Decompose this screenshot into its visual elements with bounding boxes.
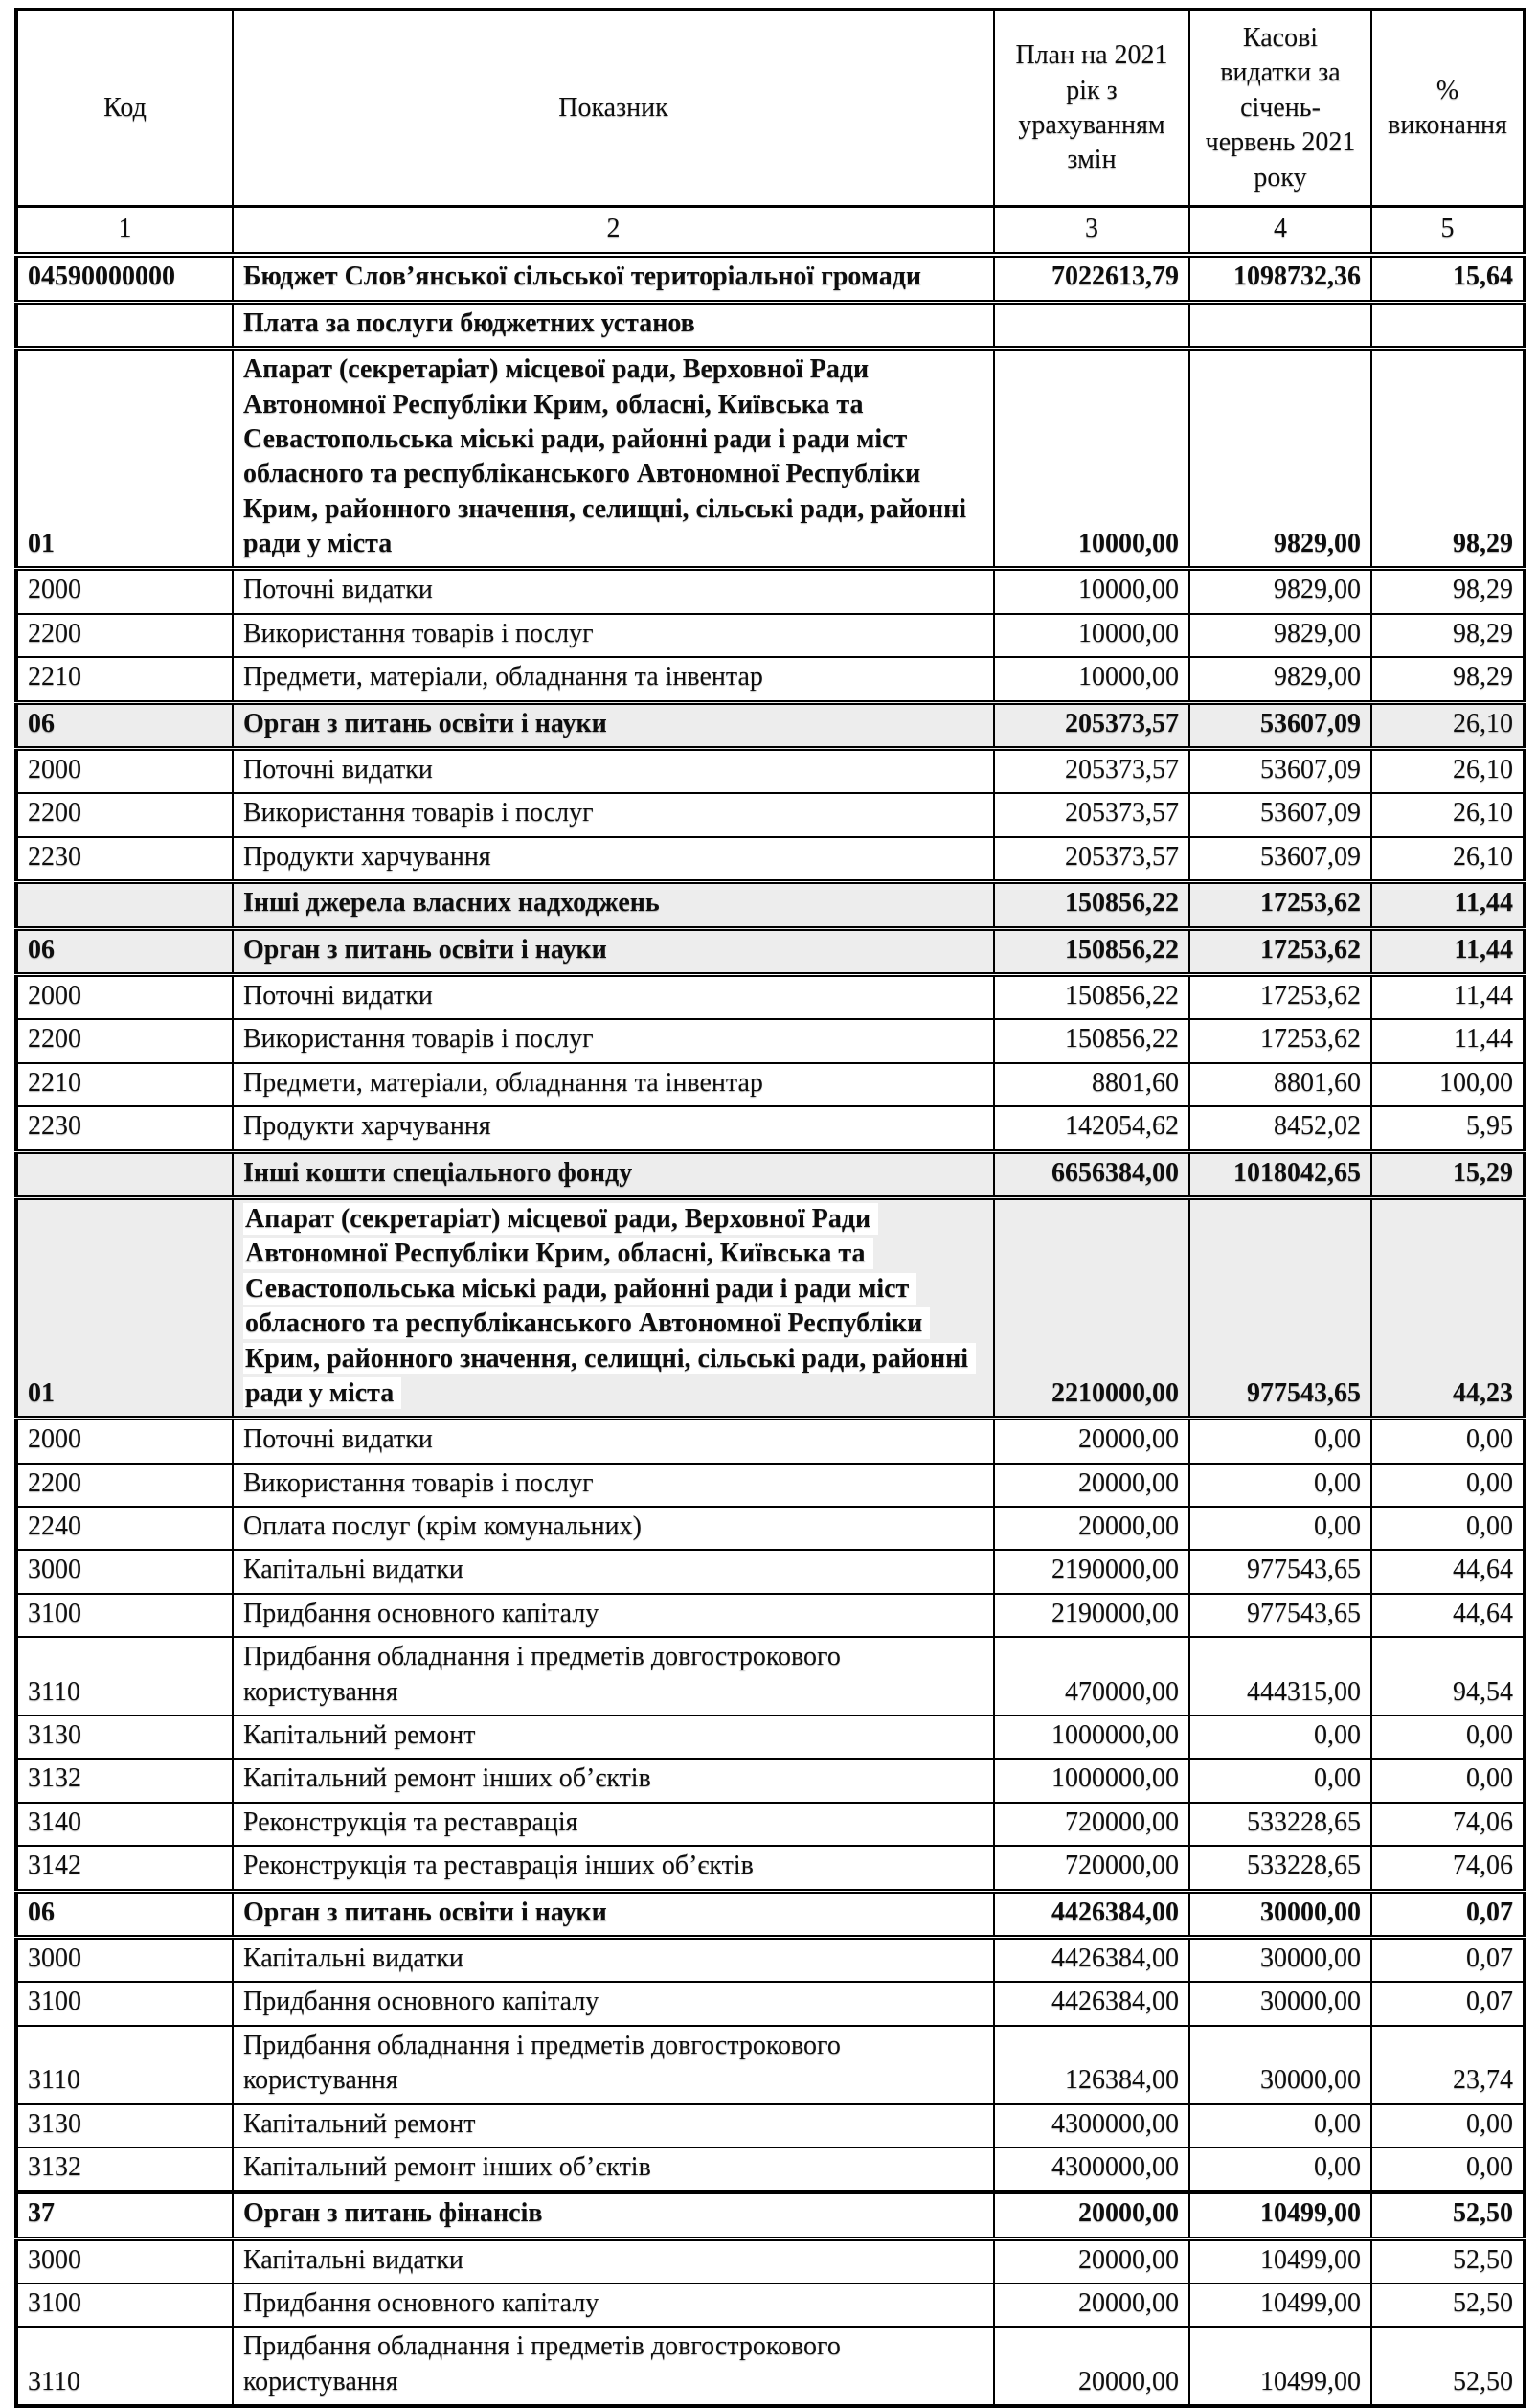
cell-cash: 10499,00 bbox=[1189, 2283, 1371, 2327]
cell-cash: 30000,00 bbox=[1189, 1891, 1371, 1937]
cell-indicator: Орган з питань освіти і науки bbox=[233, 1891, 994, 1937]
cell-percent: 52,50 bbox=[1371, 2192, 1525, 2238]
cell-percent: 26,10 bbox=[1371, 793, 1525, 836]
cell-indicator: Капітальний ремонт інших об’єктів bbox=[233, 1759, 994, 1802]
cell-code: 3000 bbox=[16, 1550, 233, 1593]
cell-plan: 470000,00 bbox=[994, 1637, 1189, 1715]
cell-indicator: Капітальний ремонт bbox=[233, 2104, 994, 2147]
table-row bbox=[16, 749, 1525, 794]
cell-cash: 17253,62 bbox=[1189, 928, 1371, 974]
cell-indicator: Придбання обладнання і предметів довгострокового користування bbox=[233, 1637, 994, 1715]
cell-plan: 150856,22 bbox=[994, 1019, 1189, 1062]
cell-indicator: Придбання основного капіталу bbox=[233, 2283, 994, 2327]
cell-percent: 44,23 bbox=[1371, 1197, 1525, 1418]
cell-cash: 30000,00 bbox=[1189, 1982, 1371, 2025]
cell-code: 2200 bbox=[16, 793, 233, 836]
cell-code: 04590000000 bbox=[16, 255, 233, 302]
table-row bbox=[16, 1891, 1525, 1937]
cell-indicator: Капітальні видатки bbox=[233, 1550, 994, 1593]
col-header-indicator: Показник bbox=[233, 10, 994, 206]
cell-code: 3130 bbox=[16, 2104, 233, 2147]
table-row bbox=[16, 837, 1525, 882]
cell-cash: 53607,09 bbox=[1189, 749, 1371, 794]
cell-plan: 205373,57 bbox=[994, 837, 1189, 882]
cell-code: 2240 bbox=[16, 1507, 233, 1550]
cell-cash: 30000,00 bbox=[1189, 1937, 1371, 1982]
cell-code: 2200 bbox=[16, 1019, 233, 1062]
table-row bbox=[16, 928, 1525, 974]
cell-percent: 23,74 bbox=[1371, 2026, 1525, 2104]
cell-code: 3110 bbox=[16, 2026, 233, 2104]
cell-percent: 44,64 bbox=[1371, 1550, 1525, 1593]
cell-plan: 8801,60 bbox=[994, 1063, 1189, 1106]
cell-indicator: Продукти харчування bbox=[233, 1106, 994, 1151]
cell-percent: 52,50 bbox=[1371, 2283, 1525, 2327]
table-row bbox=[16, 1937, 1525, 1982]
cell-percent: 26,10 bbox=[1371, 702, 1525, 748]
cell-plan: 20000,00 bbox=[994, 1464, 1189, 1507]
cell-plan: 2190000,00 bbox=[994, 1594, 1189, 1637]
table-row bbox=[16, 1759, 1525, 1802]
cell-percent: 74,06 bbox=[1371, 1846, 1525, 1891]
cell-percent: 11,44 bbox=[1371, 974, 1525, 1019]
cell-plan bbox=[994, 302, 1189, 348]
cell-indicator: Орган з питань освіти і науки bbox=[233, 928, 994, 974]
cell-code: 2000 bbox=[16, 569, 233, 614]
cell-percent: 0,00 bbox=[1371, 1507, 1525, 1550]
header-row bbox=[16, 10, 1525, 206]
cell-code: 2000 bbox=[16, 1419, 233, 1464]
cell-cash: 53607,09 bbox=[1189, 702, 1371, 748]
cell-plan: 2190000,00 bbox=[994, 1550, 1189, 1593]
cell-plan: 20000,00 bbox=[994, 2192, 1189, 2238]
cell-plan: 10000,00 bbox=[994, 349, 1189, 569]
table-row bbox=[16, 1982, 1525, 2025]
cell-cash: 10499,00 bbox=[1189, 2327, 1371, 2406]
cell-cash: 0,00 bbox=[1189, 2147, 1371, 2192]
cell-percent: 0,07 bbox=[1371, 1982, 1525, 2025]
cell-code: 2200 bbox=[16, 1464, 233, 1507]
cell-plan: 205373,57 bbox=[994, 749, 1189, 794]
cell-plan: 150856,22 bbox=[994, 974, 1189, 1019]
cell-cash: 9829,00 bbox=[1189, 614, 1371, 657]
cell-plan: 4426384,00 bbox=[994, 1937, 1189, 1982]
cell-plan: 4300000,00 bbox=[994, 2147, 1189, 2192]
cell-cash bbox=[1189, 302, 1371, 348]
cell-indicator: Придбання основного капіталу bbox=[233, 1594, 994, 1637]
table-row bbox=[16, 2238, 1525, 2283]
cell-code: 3100 bbox=[16, 1982, 233, 2025]
cell-code: 2000 bbox=[16, 974, 233, 1019]
cell-indicator: Придбання обладнання і предметів довгострокового користування bbox=[233, 2327, 994, 2406]
cell-indicator: Капітальний ремонт інших об’єктів bbox=[233, 2147, 994, 2192]
cell-cash: 53607,09 bbox=[1189, 837, 1371, 882]
col-header-cash: Касові видатки за січень-червень 2021 року bbox=[1189, 10, 1371, 206]
cell-indicator: Оплата послуг (крім комунальних) bbox=[233, 1507, 994, 1550]
cell-plan: 126384,00 bbox=[994, 2026, 1189, 2104]
table-row bbox=[16, 1550, 1525, 1593]
cell-cash: 1018042,65 bbox=[1189, 1151, 1371, 1197]
table-row bbox=[16, 1846, 1525, 1891]
col-header-code: Код bbox=[16, 10, 233, 206]
cell-code: 3000 bbox=[16, 1937, 233, 1982]
cell-plan: 4300000,00 bbox=[994, 2104, 1189, 2147]
cell-code: 2210 bbox=[16, 1063, 233, 1106]
cell-code: 3142 bbox=[16, 1846, 233, 1891]
cell-indicator: Капітальні видатки bbox=[233, 2238, 994, 2283]
cell-plan: 720000,00 bbox=[994, 1846, 1189, 1891]
cell-percent: 100,00 bbox=[1371, 1063, 1525, 1106]
table-row bbox=[16, 569, 1525, 614]
cell-plan: 10000,00 bbox=[994, 657, 1189, 702]
cell-cash: 30000,00 bbox=[1189, 2026, 1371, 2104]
budget-table bbox=[14, 8, 1526, 2408]
cell-indicator: Інші джерела власних надходжень bbox=[233, 882, 994, 928]
cell-indicator: Придбання основного капіталу bbox=[233, 1982, 994, 2025]
cell-indicator: Орган з питань фінансів bbox=[233, 2192, 994, 2238]
table-row bbox=[16, 2192, 1525, 2238]
cell-percent: 0,00 bbox=[1371, 1715, 1525, 1759]
cell-cash: 977543,65 bbox=[1189, 1550, 1371, 1593]
cell-code: 3110 bbox=[16, 2327, 233, 2406]
cell-plan: 20000,00 bbox=[994, 2327, 1189, 2406]
cell-code bbox=[16, 302, 233, 348]
cell-percent: 11,44 bbox=[1371, 882, 1525, 928]
table-row bbox=[16, 702, 1525, 748]
cell-percent: 0,00 bbox=[1371, 1759, 1525, 1802]
column-number-row bbox=[16, 206, 1525, 255]
cell-indicator: Використання товарів і послуг bbox=[233, 793, 994, 836]
cell-code: 01 bbox=[16, 1197, 233, 1418]
cell-cash: 0,00 bbox=[1189, 1715, 1371, 1759]
table-row bbox=[16, 1594, 1525, 1637]
cell-indicator: Використання товарів і послуг bbox=[233, 614, 994, 657]
cell-percent: 11,44 bbox=[1371, 1019, 1525, 1062]
table-row bbox=[16, 302, 1525, 348]
cell-indicator: Предмети, матеріали, обладнання та інвентар bbox=[233, 1063, 994, 1106]
cell-cash: 8452,02 bbox=[1189, 1106, 1371, 1151]
table-row bbox=[16, 1637, 1525, 1715]
cell-cash: 17253,62 bbox=[1189, 974, 1371, 1019]
cell-plan: 10000,00 bbox=[994, 569, 1189, 614]
cell-plan: 4426384,00 bbox=[994, 1982, 1189, 2025]
cell-cash: 17253,62 bbox=[1189, 882, 1371, 928]
cell-code: 3140 bbox=[16, 1803, 233, 1846]
cell-code: 37 bbox=[16, 2192, 233, 2238]
cell-plan: 142054,62 bbox=[994, 1106, 1189, 1151]
cell-cash: 10499,00 bbox=[1189, 2238, 1371, 2283]
table-row bbox=[16, 1507, 1525, 1550]
cell-cash: 0,00 bbox=[1189, 1759, 1371, 1802]
cell-percent: 11,44 bbox=[1371, 928, 1525, 974]
cell-cash: 444315,00 bbox=[1189, 1637, 1371, 1715]
cell-indicator: Бюджет Слов’янської сільської територіальної громади bbox=[233, 255, 994, 302]
cell-cash: 10499,00 bbox=[1189, 2192, 1371, 2238]
table-header bbox=[16, 10, 1525, 255]
cell-plan: 720000,00 bbox=[994, 1803, 1189, 1846]
cell-percent: 98,29 bbox=[1371, 569, 1525, 614]
cell-indicator: Орган з питань освіти і науки bbox=[233, 702, 994, 748]
cell-indicator: Плата за послуги бюджетних установ bbox=[233, 302, 994, 348]
column-number: 5 bbox=[1371, 206, 1525, 255]
cell-indicator: Капітальні видатки bbox=[233, 1937, 994, 1982]
cell-percent: 0,00 bbox=[1371, 2104, 1525, 2147]
table-row bbox=[16, 1715, 1525, 1759]
cell-indicator bbox=[233, 1197, 994, 1418]
cell-indicator: Використання товарів і послуг bbox=[233, 1019, 994, 1062]
highlighted-text: Апарат (секретаріат) місцевої ради, Верховної Ради Автономної Республіки Крим, обласні, Київська та Севастопольська міські ради, районні ради і ради міст обласного та республіканського Автономної Республіки Крим, районного значення, селищні, сільські ради, районні ради у міста bbox=[243, 1203, 976, 1409]
column-number: 4 bbox=[1189, 206, 1371, 255]
cell-percent: 26,10 bbox=[1371, 837, 1525, 882]
cell-percent: 0,07 bbox=[1371, 1937, 1525, 1982]
column-number: 3 bbox=[994, 206, 1189, 255]
col-header-percent: % виконання bbox=[1371, 10, 1525, 206]
cell-code bbox=[16, 882, 233, 928]
cell-code: 2000 bbox=[16, 749, 233, 794]
cell-percent: 74,06 bbox=[1371, 1803, 1525, 1846]
cell-percent: 98,29 bbox=[1371, 657, 1525, 702]
cell-code: 06 bbox=[16, 1891, 233, 1937]
cell-indicator: Продукти харчування bbox=[233, 837, 994, 882]
cell-indicator: Використання товарів і послуг bbox=[233, 1464, 994, 1507]
cell-code: 2230 bbox=[16, 1106, 233, 1151]
cell-cash: 8801,60 bbox=[1189, 1063, 1371, 1106]
cell-code: 3100 bbox=[16, 2283, 233, 2327]
table-row bbox=[16, 2327, 1525, 2406]
cell-indicator: Капітальний ремонт bbox=[233, 1715, 994, 1759]
column-number: 2 bbox=[233, 206, 994, 255]
table-row bbox=[16, 614, 1525, 657]
cell-percent: 52,50 bbox=[1371, 2327, 1525, 2406]
cell-indicator: Придбання обладнання і предметів довгострокового користування bbox=[233, 2026, 994, 2104]
cell-code: 3132 bbox=[16, 2147, 233, 2192]
cell-cash: 53607,09 bbox=[1189, 793, 1371, 836]
cell-plan: 20000,00 bbox=[994, 1419, 1189, 1464]
cell-percent: 94,54 bbox=[1371, 1637, 1525, 1715]
cell-cash: 977543,65 bbox=[1189, 1197, 1371, 1418]
column-number: 1 bbox=[16, 206, 233, 255]
cell-plan: 10000,00 bbox=[994, 614, 1189, 657]
cell-cash: 0,00 bbox=[1189, 2104, 1371, 2147]
cell-plan: 1000000,00 bbox=[994, 1759, 1189, 1802]
cell-cash: 9829,00 bbox=[1189, 657, 1371, 702]
cell-percent bbox=[1371, 302, 1525, 348]
cell-indicator: Поточні видатки bbox=[233, 974, 994, 1019]
cell-code: 01 bbox=[16, 349, 233, 569]
cell-cash: 0,00 bbox=[1189, 1464, 1371, 1507]
cell-percent: 98,29 bbox=[1371, 614, 1525, 657]
cell-indicator: Інші кошти спеціального фонду bbox=[233, 1151, 994, 1197]
table-row bbox=[16, 2104, 1525, 2147]
cell-indicator: Поточні видатки bbox=[233, 749, 994, 794]
cell-plan: 20000,00 bbox=[994, 2238, 1189, 2283]
cell-code bbox=[16, 1151, 233, 1197]
table-body bbox=[16, 255, 1525, 2406]
cell-plan: 205373,57 bbox=[994, 793, 1189, 836]
table-row bbox=[16, 1106, 1525, 1151]
cell-cash: 533228,65 bbox=[1189, 1846, 1371, 1891]
table-row bbox=[16, 2283, 1525, 2327]
table-row bbox=[16, 657, 1525, 702]
cell-indicator: Реконструкція та реставрація bbox=[233, 1803, 994, 1846]
cell-cash: 533228,65 bbox=[1189, 1803, 1371, 1846]
cell-cash: 9829,00 bbox=[1189, 569, 1371, 614]
table-row bbox=[16, 1063, 1525, 1106]
table-row bbox=[16, 1464, 1525, 1507]
table-row bbox=[16, 1197, 1525, 1418]
table-row bbox=[16, 1151, 1525, 1197]
cell-plan: 150856,22 bbox=[994, 928, 1189, 974]
cell-percent: 52,50 bbox=[1371, 2238, 1525, 2283]
table-row bbox=[16, 1419, 1525, 1464]
cell-plan: 205373,57 bbox=[994, 702, 1189, 748]
cell-code: 06 bbox=[16, 928, 233, 974]
cell-plan: 7022613,79 bbox=[994, 255, 1189, 302]
cell-percent: 15,29 bbox=[1371, 1151, 1525, 1197]
cell-plan: 20000,00 bbox=[994, 2283, 1189, 2327]
cell-indicator: Поточні видатки bbox=[233, 1419, 994, 1464]
cell-code: 3100 bbox=[16, 1594, 233, 1637]
cell-code: 2230 bbox=[16, 837, 233, 882]
cell-code: 3132 bbox=[16, 1759, 233, 1802]
cell-percent: 26,10 bbox=[1371, 749, 1525, 794]
cell-percent: 0,07 bbox=[1371, 1891, 1525, 1937]
cell-code: 3130 bbox=[16, 1715, 233, 1759]
cell-code: 2210 bbox=[16, 657, 233, 702]
cell-code: 2200 bbox=[16, 614, 233, 657]
col-header-plan: План на 2021 рік з урахуванням змін bbox=[994, 10, 1189, 206]
cell-indicator: Поточні видатки bbox=[233, 569, 994, 614]
cell-percent: 5,95 bbox=[1371, 1106, 1525, 1151]
cell-percent: 98,29 bbox=[1371, 349, 1525, 569]
table-row bbox=[16, 1803, 1525, 1846]
cell-code: 3000 bbox=[16, 2238, 233, 2283]
table-row bbox=[16, 974, 1525, 1019]
table-row bbox=[16, 1019, 1525, 1062]
cell-plan: 2210000,00 bbox=[994, 1197, 1189, 1418]
table-row bbox=[16, 349, 1525, 569]
cell-plan: 1000000,00 bbox=[994, 1715, 1189, 1759]
table-row bbox=[16, 793, 1525, 836]
cell-indicator: Апарат (секретаріат) місцевої ради, Верховної Ради Автономної Республіки Крим, обласні, Київська та Севастопольська міські ради, районні ради і ради міст обласного та республіканського Автономної Республіки Крим, районного значення, селищні, сільські ради, районні ради у міста bbox=[233, 349, 994, 569]
cell-percent: 44,64 bbox=[1371, 1594, 1525, 1637]
cell-cash: 0,00 bbox=[1189, 1507, 1371, 1550]
cell-plan: 6656384,00 bbox=[994, 1151, 1189, 1197]
table-row bbox=[16, 2147, 1525, 2192]
cell-indicator: Предмети, матеріали, обладнання та інвентар bbox=[233, 657, 994, 702]
cell-cash: 9829,00 bbox=[1189, 349, 1371, 569]
table-row bbox=[16, 2026, 1525, 2104]
cell-plan: 20000,00 bbox=[994, 1507, 1189, 1550]
cell-cash: 1098732,36 bbox=[1189, 255, 1371, 302]
cell-cash: 977543,65 bbox=[1189, 1594, 1371, 1637]
cell-code: 06 bbox=[16, 702, 233, 748]
cell-cash: 17253,62 bbox=[1189, 1019, 1371, 1062]
cell-percent: 15,64 bbox=[1371, 255, 1525, 302]
cell-cash: 0,00 bbox=[1189, 1419, 1371, 1464]
table-row bbox=[16, 255, 1525, 302]
cell-plan: 150856,22 bbox=[994, 882, 1189, 928]
cell-percent: 0,00 bbox=[1371, 1464, 1525, 1507]
table-row bbox=[16, 882, 1525, 928]
cell-percent: 0,00 bbox=[1371, 1419, 1525, 1464]
cell-plan: 4426384,00 bbox=[994, 1891, 1189, 1937]
cell-indicator: Реконструкція та реставрація інших об’єктів bbox=[233, 1846, 994, 1891]
cell-percent: 0,00 bbox=[1371, 2147, 1525, 2192]
cell-code: 3110 bbox=[16, 1637, 233, 1715]
